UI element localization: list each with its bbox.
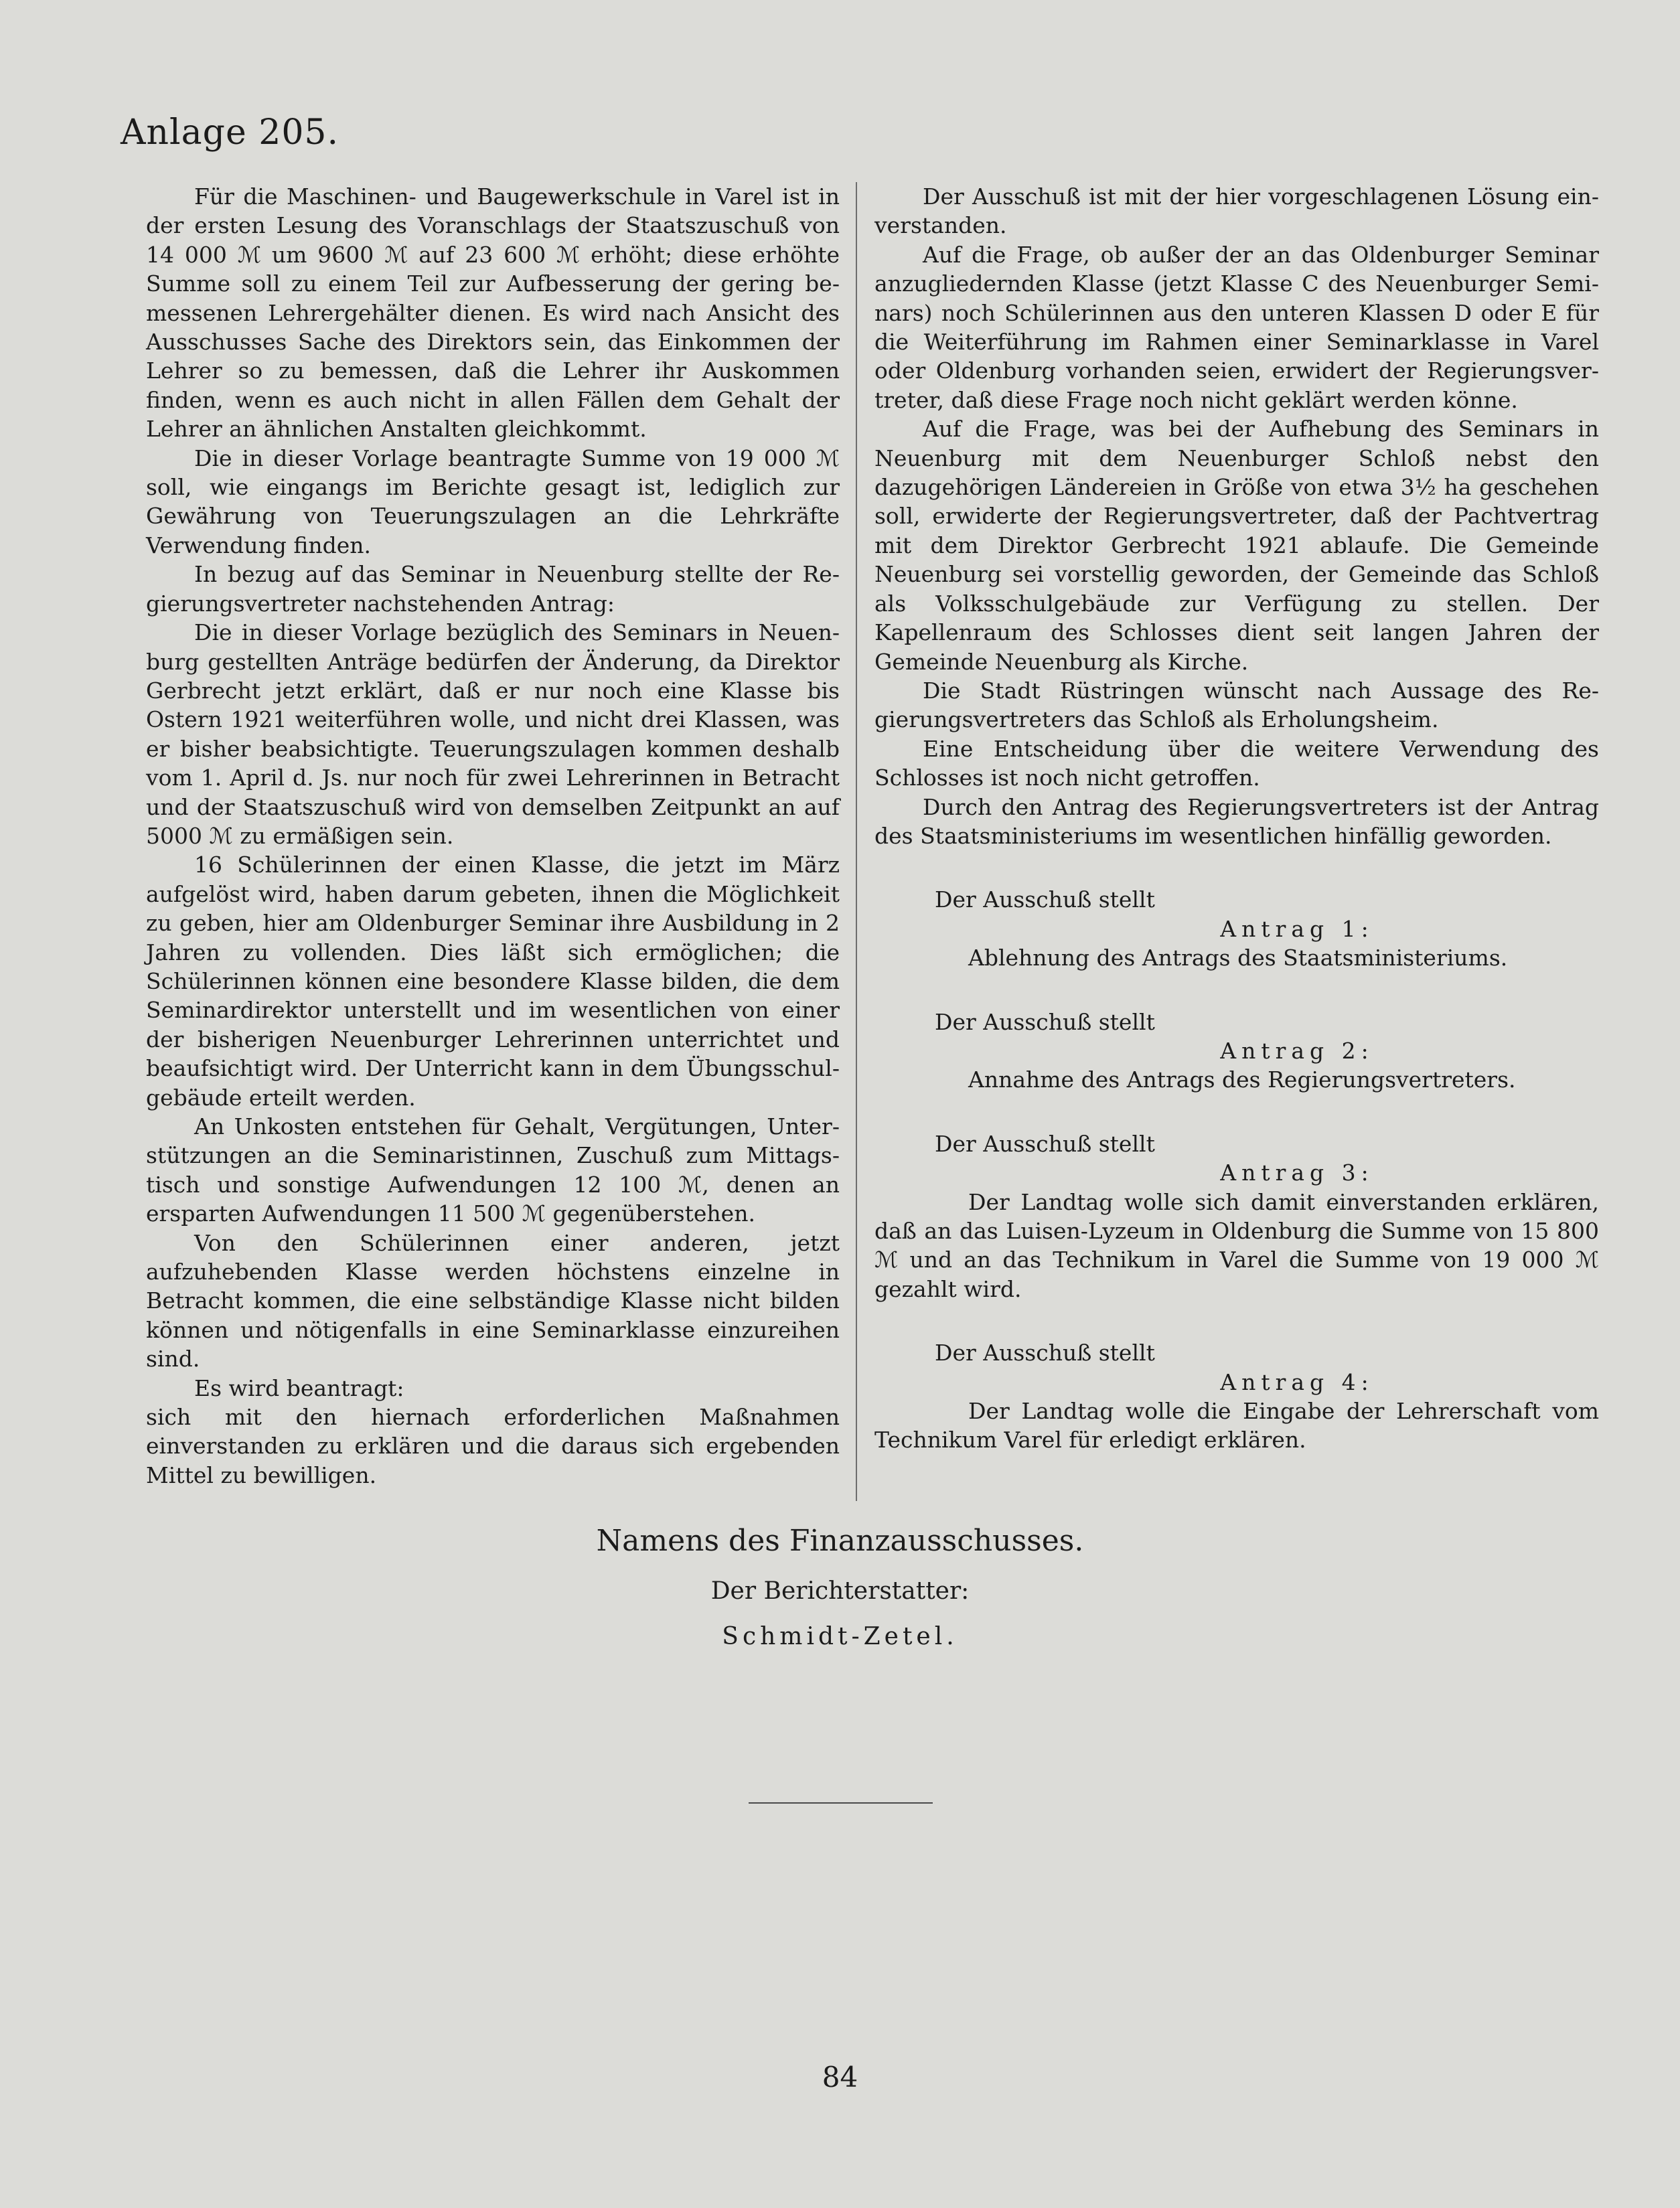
motion-body: Ablehnung des Antrags des Staatsministeriums.: [968, 945, 1508, 971]
paragraph: In bezug auf das Seminar in Neuenburg stellte der Regierungsvertreter nachstehenden Antrag:: [146, 561, 840, 617]
motion-intro: Der Ausschuß stellt: [935, 1008, 1155, 1035]
motion-body: Der Landtag wolle die Eingabe der Lehrerschaft vom Technikum Varel für erledigt erklären.: [874, 1398, 1599, 1453]
motion-4: [874, 1338, 1599, 1455]
motion-intro: Der Ausschuß stellt: [935, 886, 1155, 913]
paragraph: Es wird beantragt:: [194, 1374, 404, 1401]
paragraph: 16 Schülerinnen der einen Klasse, die jetzt im März aufgelöst wird, haben darum gebeten, ihnen die Möglichkeit zu geben, hier am Oldenburger Seminar ihre Ausbildung in 2 Jahren zu vollenden. Dies läßt sich ermöglichen; die Schülerinnen können eine besondere Klasse bilden, die dem Seminardirektor unterstellt und im wesentlichen von einer der bisherigen Neuenburger Lehrerinnen unterrichtet und beaufsichtigt wird. Der Unterricht kann in dem Übungsschulgebäude erteilt werden.: [146, 852, 840, 1111]
motion-title: Antrag 2:: [1220, 1037, 1374, 1064]
paragraph: Durch den Antrag des Regierungsvertreters ist der Antrag des Staatsministeriums im wesentlichen hinfällig geworden.: [874, 793, 1599, 849]
motion-1: [874, 885, 1599, 972]
right-column: [874, 182, 1599, 1455]
motion-body: Der Landtag wolle sich damit einverstanden erklären, daß an das Luisen-Lyzeum in Oldenburg die Summe von 15 800 ℳ und an das Technikum in Varel die Summe von 19 000 ℳ gezahlt wird.: [874, 1188, 1599, 1302]
paragraph: Die in dieser Vorlage beantragte Summe von 19 000 ℳ soll, wie eingangs im Berichte gesagt ist, lediglich zur Gewährung von Teuerungszulagen an die Lehrkräfte Verwendung finden.: [146, 445, 840, 558]
motion-3: [874, 1129, 1599, 1304]
paragraph: Auf die Frage, ob außer der an das Oldenburger Seminar anzugliedernden Klasse (jetzt Klasse C des Neuenburger Seminars) noch Schülerinnen aus den unteren Klassen D oder E für die Weiterführung im Rahmen einer Seminarklasse in Varel oder Oldenburg vorhanden seien, erwidert der Regierungsvertreter, daß diese Frage noch nicht geklärt werden könne.: [874, 241, 1599, 413]
motion-title: Antrag 3:: [1220, 1160, 1374, 1186]
paragraph: Der Ausschuß ist mit der hier vorgeschlagenen Lösung einverstanden.: [874, 183, 1599, 239]
paragraph: Von den Schülerinnen einer anderen, jetzt aufzuhebenden Klasse werden höchstens einzelne in Betracht kommen, die eine selbständige Klasse nicht bilden können und nötigenfalls in eine Seminarklasse einzureihen sind.: [146, 1229, 840, 1372]
paragraph: An Unkosten entstehen für Gehalt, Vergütungen, Unterstützungen an die Seminaristinnen, Zuschuß zum Mittagstisch und sonstige Aufwendungen 12 100 ℳ, denen an ersparten Aufwendungen 11 500 ℳ gegenüberstehen.: [146, 1113, 840, 1227]
paragraph: Die in dieser Vorlage bezüglich des Seminars in Neuenburg gestellten Anträge bedürfen der Änderung, da Direktor Gerbrecht jetzt erklärt, daß er nur noch eine Klasse bis Ostern 1921 weiterführen wolle, und nicht drei Klassen, was er bisher beabsichtigte. Teuerungszulagen kommen deshalb vom 1. April d. Js. nur noch für zwei Lehrerinnen in Betracht und der Staatszuschuß wird von demselben Zeitpunkt an auf 5000 ℳ zu ermäßigen sein.: [146, 619, 840, 849]
page-number: 84: [822, 2061, 858, 2094]
closing-rule: [749, 1802, 933, 1804]
signature-role: Der Berichterstatter:: [710, 1577, 970, 1605]
motion-title: Antrag 1:: [1220, 915, 1374, 942]
left-column: [146, 182, 840, 1490]
signature-committee: Namens des Finanzausschusses.: [596, 1524, 1084, 1558]
paragraph: Auf die Frage, was bei der Aufhebung des Seminars in Neuenburg mit dem Neuenburger Schloß nebst den dazugehörigen Ländereien in Größe von etwa 3½ ha geschehen soll, erwiderte der Regierungsvertreter, daß der Pachtvertrag mit dem Direktor Gerbrecht 1921 ablaufe. Die Gemeinde Neuenburg sei vorstellig geworden, der Gemeinde das Schloß als Volksschulgebäude zur Verfügung zu stellen. Der Kapellenraum des Schlosses dient seit langen Jahren der Gemeinde Neuenburg als Kirche.: [874, 416, 1599, 675]
paragraph: Die Stadt Rüstringen wünscht nach Aussage des Regierungsvertreters das Schloß als Erholungsheim.: [874, 677, 1599, 733]
paragraph: Eine Entscheidung über die weitere Verwendung des Schlosses ist noch nicht getroffen.: [874, 735, 1599, 791]
page-header: Anlage 205.: [121, 112, 339, 153]
motion-2: [874, 1008, 1599, 1095]
paragraph: sich mit den hiernach erforderlichen Maßnahmen einverstanden zu erklären und die daraus sich ergebenden Mittel zu bewilligen.: [146, 1404, 840, 1488]
motion-intro: Der Ausschuß stellt: [935, 1340, 1155, 1366]
paragraph: Für die Maschinen- und Baugewerkschule in Varel ist in der ersten Lesung des Voranschlags der Staatszuschuß von 14 000 ℳ um 9600 ℳ auf 23 600 ℳ erhöht; diese erhöhte Summe soll zu einem Teil zur Aufbesserung der gering bemessenen Lehrergehälter dienen. Es wird nach Ansicht des Ausschusses Sache des Direktors sein, das Einkommen der Lehrer so zu bemessen, daß die Lehrer ihr Auskommen finden, wenn es auch nicht in allen Fällen dem Gehalt der Lehrer an ähnlichen Anstalten gleichkommt.: [146, 183, 840, 443]
signature-name: Schmidt-Zetel.: [722, 1623, 958, 1650]
column-divider: [856, 182, 857, 1501]
motion-intro: Der Ausschuß stellt: [935, 1130, 1155, 1157]
motion-title: Antrag 4:: [1220, 1368, 1374, 1395]
motion-body: Annahme des Antrags des Regierungsvertreters.: [968, 1067, 1516, 1093]
